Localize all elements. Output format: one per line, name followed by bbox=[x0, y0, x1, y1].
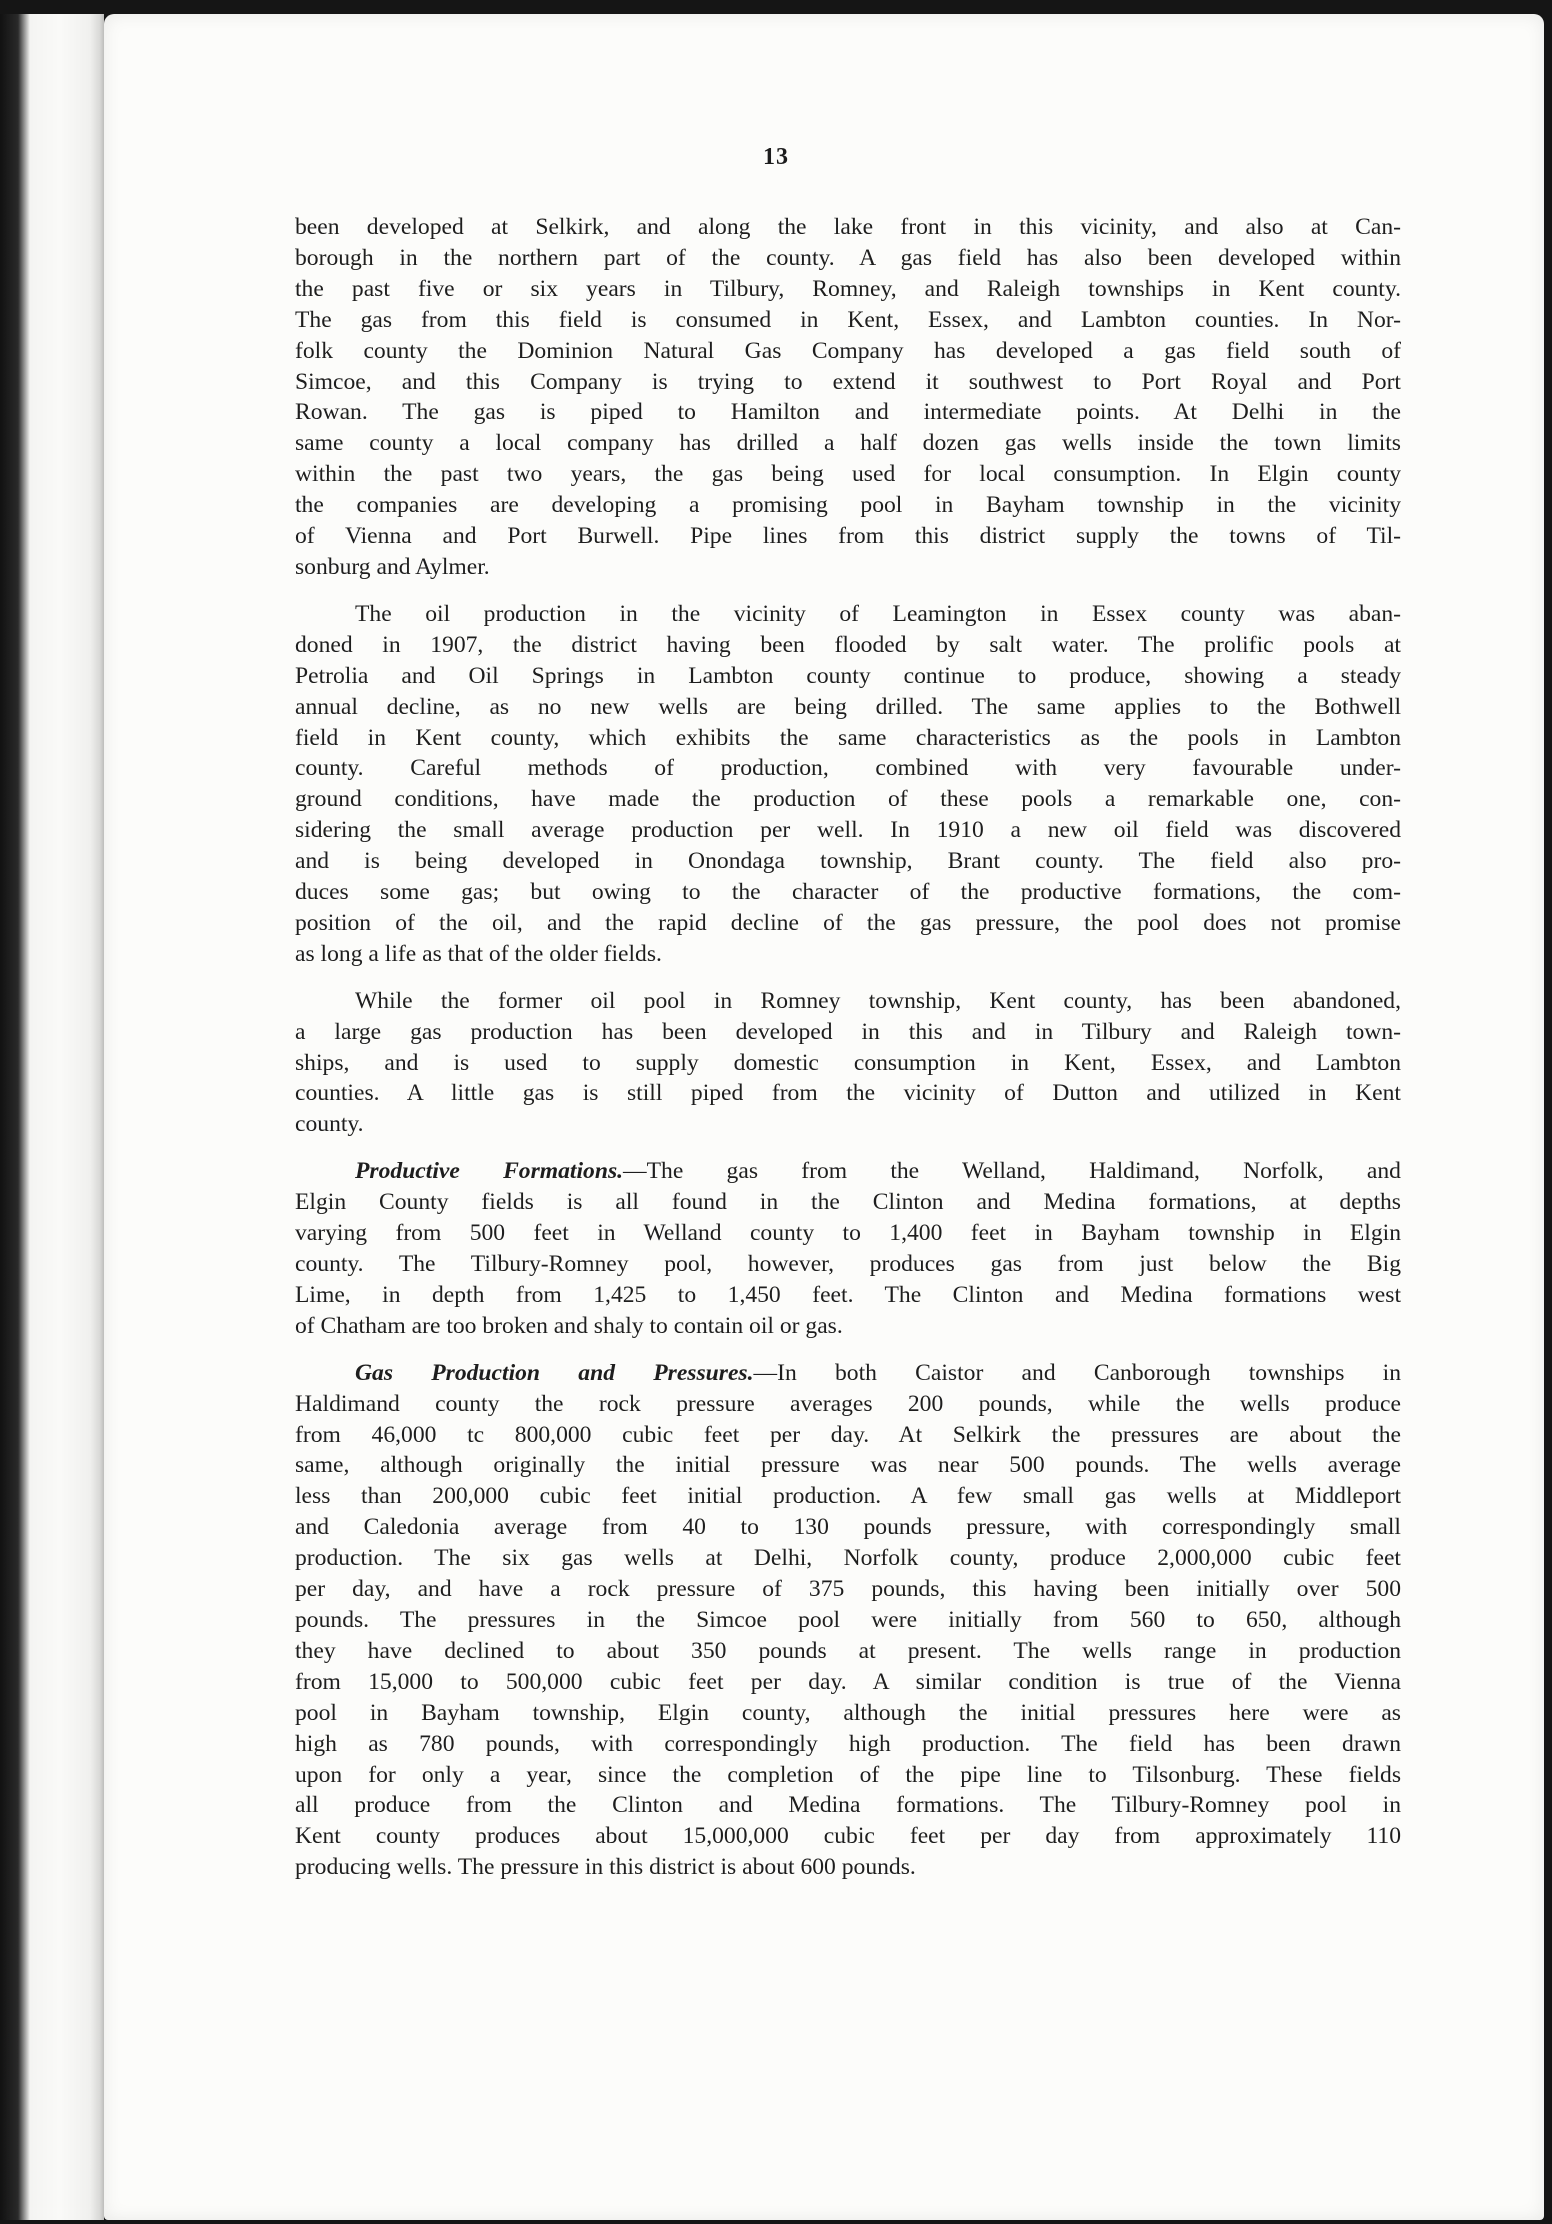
paragraph-gap bbox=[295, 970, 1401, 986]
text-line: less than 200,000 cubic feet initial production. A few small gas wells at Middleport bbox=[295, 1483, 1401, 1510]
text-line: of Chatham are too broken and shaly to contain oil or gas. bbox=[295, 1312, 843, 1339]
text-line: pool in Bayham township, Elgin county, although the initial pressures here were as bbox=[295, 1699, 1401, 1726]
text-line: sonburg and Aylmer. bbox=[295, 553, 490, 580]
text-line: county. bbox=[295, 1111, 364, 1138]
text-line: Petrolia and Oil Springs in Lambton county continue to produce, showing a steady bbox=[295, 662, 1401, 689]
paragraph-gap bbox=[295, 583, 1401, 599]
heading-continuation: —The gas from the Welland, Haldimand, Norfolk, and bbox=[623, 1158, 1401, 1185]
text-line: county. Careful methods of production, combined with very favourable under- bbox=[295, 755, 1401, 782]
text-line: all produce from the Clinton and Medina formations. The Tilbury-Romney pool in bbox=[295, 1792, 1401, 1819]
text-line: same county a local company has drilled a half dozen gas wells inside the town limits bbox=[295, 430, 1401, 457]
heading-continuation: —In both Caistor and Canborough townships in bbox=[753, 1359, 1401, 1386]
section-heading-productive-formations: Productive Formations. bbox=[355, 1158, 624, 1185]
text-line: counties. A little gas is still piped from the vicinity of Dutton and utilized in Kent bbox=[295, 1080, 1401, 1107]
paragraph-gap bbox=[295, 1342, 1401, 1358]
text-line: field in Kent county, which exhibits the same characteristics as the pools in Lambton bbox=[295, 724, 1401, 751]
text-line: Haldimand county the rock pressure averages 200 pounds, while the wells produce bbox=[295, 1390, 1401, 1417]
text-line: duces some gas; but owing to the character of the productive formations, the com- bbox=[295, 879, 1401, 906]
text-line: county. The Tilbury-Romney pool, however, produces gas from just below the Big bbox=[295, 1251, 1401, 1277]
text-line: and is being developed in Onondaga township, Brant county. The field also pro- bbox=[295, 848, 1401, 875]
text-line: from 46,000 tc 800,000 cubic feet per day. At Selkirk the pressures are about the bbox=[295, 1421, 1401, 1448]
paragraph-2 bbox=[295, 599, 1401, 970]
body-text bbox=[295, 212, 1401, 1883]
text-line: ground conditions, have made the production of these pools a remarkable one, con- bbox=[295, 786, 1401, 813]
paragraph-3 bbox=[295, 986, 1401, 1141]
text-line: as long a life as that of the older fields. bbox=[295, 940, 662, 967]
text-line: doned in 1907, the district having been flooded by salt water. The prolific pools at bbox=[295, 631, 1401, 658]
text-line: annual decline, as no new wells are being drilled. The same applies to the Bothwell bbox=[295, 693, 1401, 720]
text-line: upon for only a year, since the completion of the pipe line to Tilsonburg. These fields bbox=[295, 1761, 1401, 1788]
text-line: borough in the northern part of the county. A gas field has also been developed within bbox=[295, 244, 1401, 271]
text-line: per day, and have a rock pressure of 375 pounds, this having been initially over 500 bbox=[295, 1576, 1401, 1603]
text-line: a large gas production has been developed in this and in Tilbury and Raleigh town- bbox=[295, 1018, 1401, 1045]
text-line: Elgin County fields is all found in the Clinton and Medina formations, at depths bbox=[295, 1189, 1401, 1216]
paragraph-5 bbox=[295, 1358, 1401, 1883]
text-line: producing wells. The pressure in this district is about 600 pounds. bbox=[295, 1854, 916, 1881]
text-line: Simcoe, and this Company is trying to extend it southwest to Port Royal and Port bbox=[295, 368, 1401, 395]
book-binding-edge bbox=[0, 14, 104, 2220]
text-line: within the past two years, the gas being used for local consumption. In Elgin county bbox=[295, 461, 1401, 488]
text-line: the companies are developing a promising pool in Bayham township in the vicinity bbox=[295, 492, 1401, 519]
text-line: The oil production in the vicinity of Leamington in Essex county was aban- bbox=[355, 600, 1401, 627]
text-line: While the former oil pool in Romney township, Kent county, has been abandoned, bbox=[355, 987, 1401, 1014]
text-line bbox=[295, 1156, 1401, 1187]
text-line: The gas from this field is consumed in Kent, Essex, and Lambton counties. In Nor- bbox=[295, 306, 1401, 333]
text-line: they have declined to about 350 pounds at present. The wells range in production bbox=[295, 1637, 1401, 1664]
paragraph-1 bbox=[295, 212, 1401, 583]
text-line: Kent county produces about 15,000,000 cubic feet per day from approximately 110 bbox=[295, 1823, 1401, 1850]
paragraph-4 bbox=[295, 1156, 1401, 1341]
text-line: from 15,000 to 500,000 cubic feet per day. A similar condition is true of the Vienna bbox=[295, 1668, 1401, 1695]
page-number: 13 bbox=[763, 144, 789, 170]
section-heading-gas-production: Gas Production and Pressures. bbox=[355, 1359, 754, 1386]
text-line: Rowan. The gas is piped to Hamilton and intermediate points. At Delhi in the bbox=[295, 399, 1401, 426]
text-line: pounds. The pressures in the Simcoe pool were initially from 560 to 650, although bbox=[295, 1606, 1401, 1633]
text-line: production. The six gas wells at Delhi, Norfolk county, produce 2,000,000 cubic feet bbox=[295, 1545, 1401, 1572]
text-line: position of the oil, and the rapid decline of the gas pressure, the pool does not promise bbox=[295, 909, 1401, 936]
text-line: folk county the Dominion Natural Gas Company has developed a gas field south of bbox=[295, 337, 1401, 364]
text-line: Lime, in depth from 1,425 to 1,450 feet. The Clinton and Medina formations west bbox=[295, 1281, 1401, 1308]
text-line: sidering the small average production per well. In 1910 a new oil field was discovered bbox=[295, 817, 1401, 844]
text-line: same, although originally the initial pressure was near 500 pounds. The wells average bbox=[295, 1452, 1401, 1479]
text-line: of Vienna and Port Burwell. Pipe lines from this district supply the towns of Til- bbox=[295, 523, 1401, 550]
text-line: high as 780 pounds, with correspondingly high production. The field has been drawn bbox=[295, 1730, 1401, 1757]
text-line: ships, and is used to supply domestic consumption in Kent, Essex, and Lambton bbox=[295, 1049, 1401, 1076]
text-line: varying from 500 feet in Welland county to 1,400 feet in Bayham township in Elgin bbox=[295, 1220, 1401, 1247]
paragraph-gap bbox=[295, 1140, 1401, 1156]
text-line: the past five or six years in Tilbury, Romney, and Raleigh townships in Kent county. bbox=[295, 275, 1401, 302]
text-line: and Caledonia average from 40 to 130 pounds pressure, with correspondingly small bbox=[295, 1514, 1401, 1541]
text-line bbox=[295, 1358, 1401, 1389]
text-line: been developed at Selkirk, and along the lake front in this vicinity, and also at Can- bbox=[295, 214, 1401, 240]
